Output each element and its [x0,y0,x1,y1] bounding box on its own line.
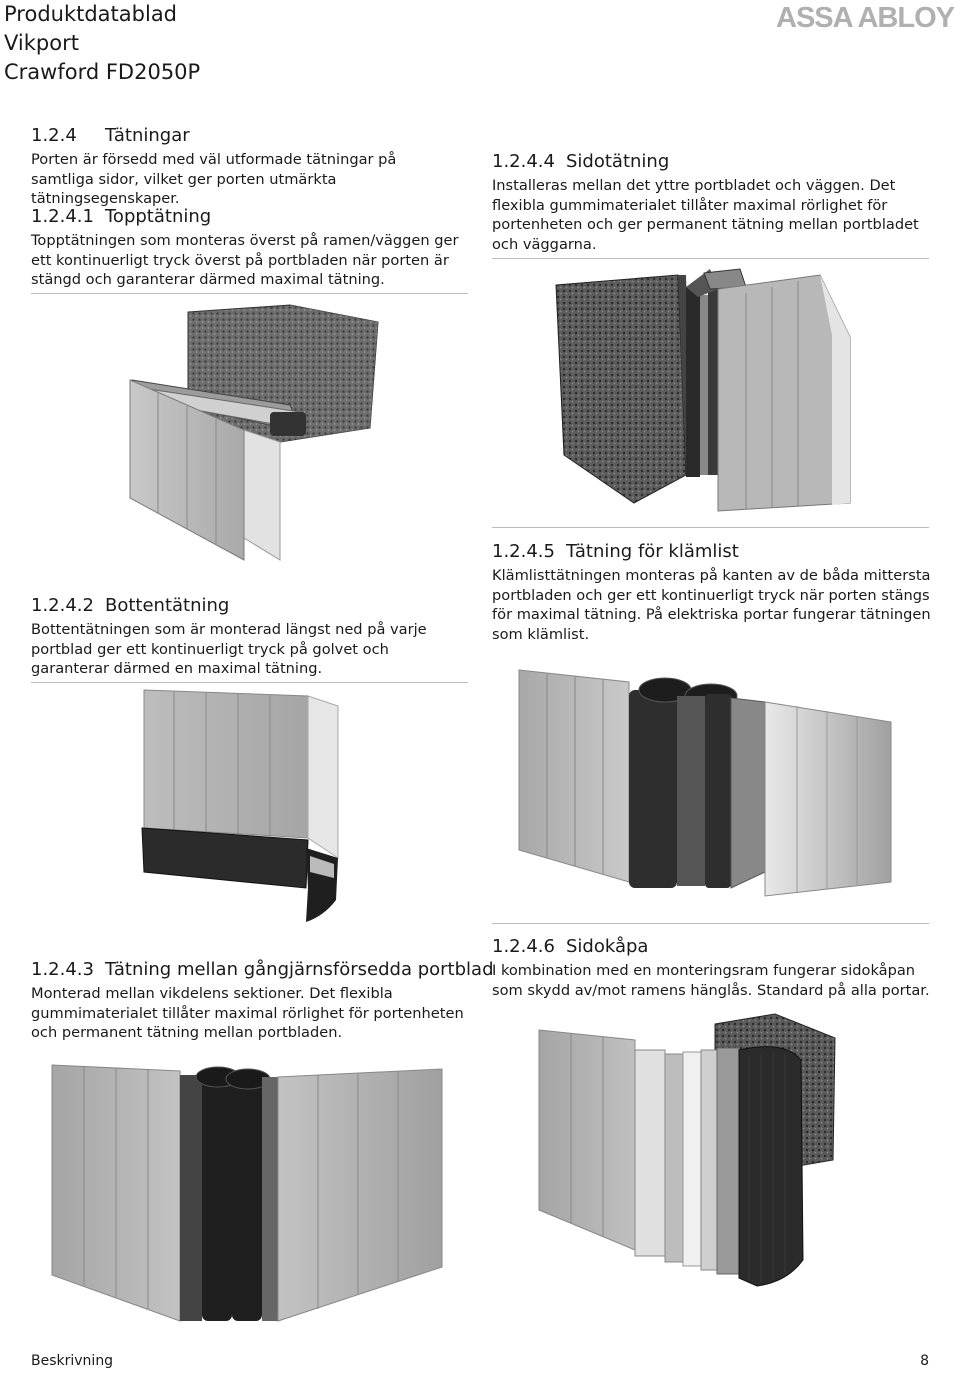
product-category: Vikport [4,31,79,55]
divider [492,527,929,528]
divider [492,923,929,924]
section-text: Bottentätningen som är monterad längst ned på varje portblad ger ett kontinuerligt tryck på golvet och garanterar därmed en maximal tätning. [31,621,427,678]
section-text: Installeras mellan det yttre portbladet och väggen. Det flexibla gummimaterialet tillåter maximal rörlighet för portenheten och ger permanent tätning mellan portbladet och väggarna. [492,177,919,253]
hinged-panel-seal-illustration [50,1055,445,1325]
section-text: Monterad mellan vikdelens sektioner. Det flexibla gummimaterialet tillåter maximal rörlighet för portenheten och permanent tätning mellan portbladen. [31,985,464,1042]
section-text: Topptätningen som monteras överst på ramen/väggen ger ett kontinuerligt tryck överst på portbladen när porten är stängd och garanterar därmed maximal tätning. [31,232,459,289]
section-heading: 1.2.4.5 Tätning för klämlist [492,541,739,562]
side-seal-illustration [550,265,860,520]
section-tatning-klamlist [492,540,932,644]
divider [31,682,468,683]
section-text: Porten är försedd med väl utformade tätningar på samtliga sidor, vilket ger porten utmärkta tätningsegenskaper. [31,151,397,208]
section-bottentatning [31,594,466,679]
divider [31,293,468,294]
side-cover-illustration [535,1010,855,1300]
document-header [4,0,200,87]
section-heading: 1.2.4.1 Topptätning [31,206,212,227]
assa-abloy-logo: ASSA ABLOY [776,2,954,34]
section-sidokapa [492,935,932,1000]
section-heading: 1.2.4.6 Sidokåpa [492,936,649,957]
section-heading: 1.2.4.4 Sidotätning [492,151,670,172]
section-heading: 1.2.4.3 Tätning mellan gångjärnsförsedda portblad [31,959,494,980]
section-text: Klämlisttätningen monteras på kanten av de båda mittersta portbladen och ger ett kontinuerligt tryck när porten stängs för maximal tätning. På elektriska portar fungerar tätningen som klämlist. [492,567,931,643]
section-topptatning [31,205,461,290]
footer-label: Beskrivning [31,1353,114,1369]
doc-type: Produktdatablad [4,2,178,26]
section-text: I kombination med en monteringsram fungerar sidokåpan som skydd av/mot ramens hänglås. Standard på alla portar. [492,962,930,999]
section-tatning-gangjarn [31,958,494,1043]
top-seal-illustration [120,300,470,580]
section-sidotatning [492,150,932,254]
bottom-seal-illustration [138,688,368,928]
section-heading: 1.2.4 Tätningar [31,125,190,146]
page-number: 8 [920,1353,929,1369]
section-heading: 1.2.4.2 Bottentätning [31,595,230,616]
section-tatningar [31,124,461,209]
divider [492,258,929,259]
pinch-strip-seal-illustration [515,660,905,905]
product-model: Crawford FD2050P [4,60,201,84]
